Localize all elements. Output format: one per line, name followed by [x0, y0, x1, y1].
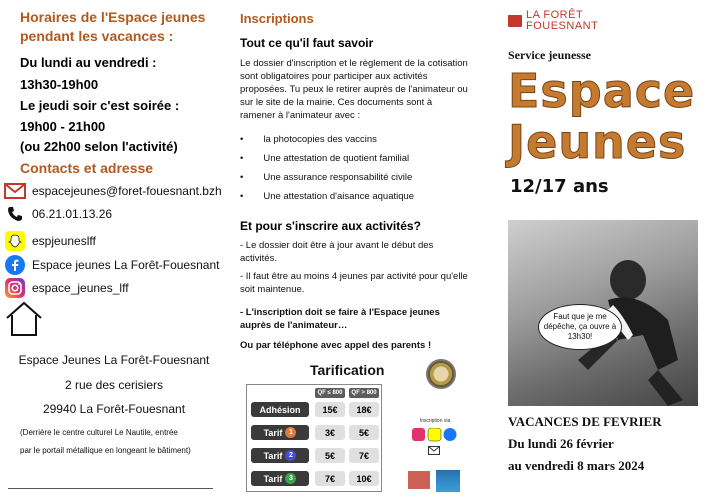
address-note: par le portail métallique en longeant le bâtiment) — [20, 446, 191, 455]
mail-icon — [428, 446, 440, 455]
contact-text: espacejeunes@foret-fouesnant.bzh — [32, 184, 222, 198]
address-line: 29940 La Forêt-Fouesnant — [42, 402, 186, 416]
right-panel — [478, 0, 720, 499]
list-item: • la photocopies des vaccins — [240, 134, 377, 145]
table-cell: 7€ — [349, 448, 379, 463]
rule-paragraph-bold: - L'inscription doit se faire à l'Espace jeunes auprès de l'animateur… — [240, 307, 440, 331]
emblem-logo — [426, 359, 456, 389]
contact-text: espace_jeunes_lff — [32, 281, 129, 295]
house-icon — [4, 300, 44, 338]
section-subtitle: Et pour s'inscrire aux activités? — [240, 219, 421, 233]
row-label: Tarif 2 — [251, 448, 309, 463]
tarif-number-badge: 2 — [285, 450, 296, 461]
list-item: • Une attestation d'aisance aquatique — [240, 191, 415, 202]
list-item: • Une attestation de quotient familial — [240, 153, 410, 164]
snapchat-icon — [4, 231, 26, 251]
crest-icon — [508, 15, 522, 27]
brand-mini-logo — [408, 471, 430, 489]
speech-bubble: Faut que je me dépêche, ça ouvre à 13h30! — [538, 304, 622, 350]
list-item: • Une assurance responsabilité civile — [240, 172, 413, 183]
rule-paragraph: - Il faut être au moins 4 jeunes par activité pour qu'elle soit maintenue. — [240, 271, 468, 295]
partner-logo — [436, 470, 460, 492]
brand-line: FOUESNANT — [526, 20, 599, 32]
contact-text: espjeuneslff — [32, 234, 96, 248]
table-cell: 3€ — [315, 425, 345, 440]
schedule-line: Du lundi au vendredi : — [20, 55, 157, 70]
section-subtitle: Tout ce qu'il faut savoir — [240, 36, 374, 50]
facebook-icon — [4, 255, 26, 275]
schedule-line: Le jeudi soir c'est soirée : — [20, 98, 180, 113]
vacation-dates: au vendredi 8 mars 2024 — [508, 458, 645, 473]
schedule-line: 19h00 - 21h00 — [20, 119, 106, 134]
contact-email[interactable] — [4, 180, 222, 202]
table-cell: 7€ — [315, 471, 345, 486]
contact-instagram[interactable] — [4, 277, 129, 299]
contacts-title: Contacts et adresse — [20, 160, 154, 176]
table-header: QF ≤ 800 — [315, 388, 345, 398]
contact-facebook[interactable] — [4, 254, 219, 276]
middle-panel — [228, 0, 478, 499]
table-cell: 5€ — [315, 448, 345, 463]
inscriptions-title: Inscriptions — [240, 11, 314, 26]
vacation-title: VACANCES DE FEVRIER — [508, 414, 662, 429]
address-line: 2 rue des cerisiers — [64, 378, 164, 392]
service-label: Service jeunesse — [508, 48, 591, 62]
table-cell: 5€ — [349, 425, 379, 440]
tarif-table — [246, 384, 382, 492]
mail-icon — [4, 181, 26, 201]
brand-line: LA FORÊT — [526, 9, 584, 21]
table-header: QF > 800 — [349, 388, 379, 398]
title-espace: Espace — [508, 64, 696, 118]
contact-snapchat[interactable] — [4, 230, 96, 252]
rule-paragraph-bold: Ou par téléphone avec appel des parents ! — [240, 340, 432, 351]
tarif-number-badge: 1 — [285, 427, 296, 438]
runner-photo — [508, 220, 698, 406]
table-cell: 18€ — [349, 402, 379, 417]
brand-logo — [508, 10, 598, 32]
table-cell: 15€ — [315, 402, 345, 417]
schedule-line: 13h30-19h00 — [20, 77, 99, 92]
instagram-icon — [4, 278, 26, 298]
table-cell: 10€ — [349, 471, 379, 486]
hours-heading: Horaires de l'Espace jeunes pendant les vacances : — [20, 9, 206, 44]
age-range: 12/17 ans — [510, 176, 609, 197]
row-label: Tarif 1 — [251, 425, 309, 440]
contact-phone[interactable] — [4, 203, 112, 225]
vacation-dates: Du lundi 26 février — [508, 436, 614, 451]
rule-paragraph: - Le dossier doit être à jour avant le début des activités. — [240, 240, 434, 264]
tarif-title: Tarification — [310, 362, 385, 378]
row-label: Tarif 3 — [251, 471, 309, 486]
divider — [8, 488, 213, 489]
phone-icon — [4, 204, 26, 224]
intro-paragraph: Le dossier d'inscription et le règlement de la cotisation sont obligatoires pour participer aux activités proposées. Tu peux le retirer auprès de l'animateur ou sur le site de la mairie. Ces documents sont à ramener à l'animateur avec : — [240, 58, 468, 121]
contact-text: Espace jeunes La Forêt-Fouesnant — [32, 258, 220, 272]
left-panel — [0, 0, 228, 499]
schedule-line: (ou 22h00 selon l'activité) — [20, 139, 178, 154]
title-jeunes: Jeunes — [508, 115, 687, 169]
row-label: Adhésion — [251, 402, 309, 417]
address-note: (Derrière le centre culturel Le Nautile, entrée — [20, 428, 178, 437]
address-line: Espace Jeunes La Forêt-Fouesnant — [18, 353, 210, 367]
contact-text: 06.21.01.13.26 — [32, 207, 113, 221]
social-icons-mini — [412, 428, 458, 442]
tarif-number-badge: 3 — [285, 473, 296, 484]
signup-caption: Inscription via — [419, 418, 451, 424]
